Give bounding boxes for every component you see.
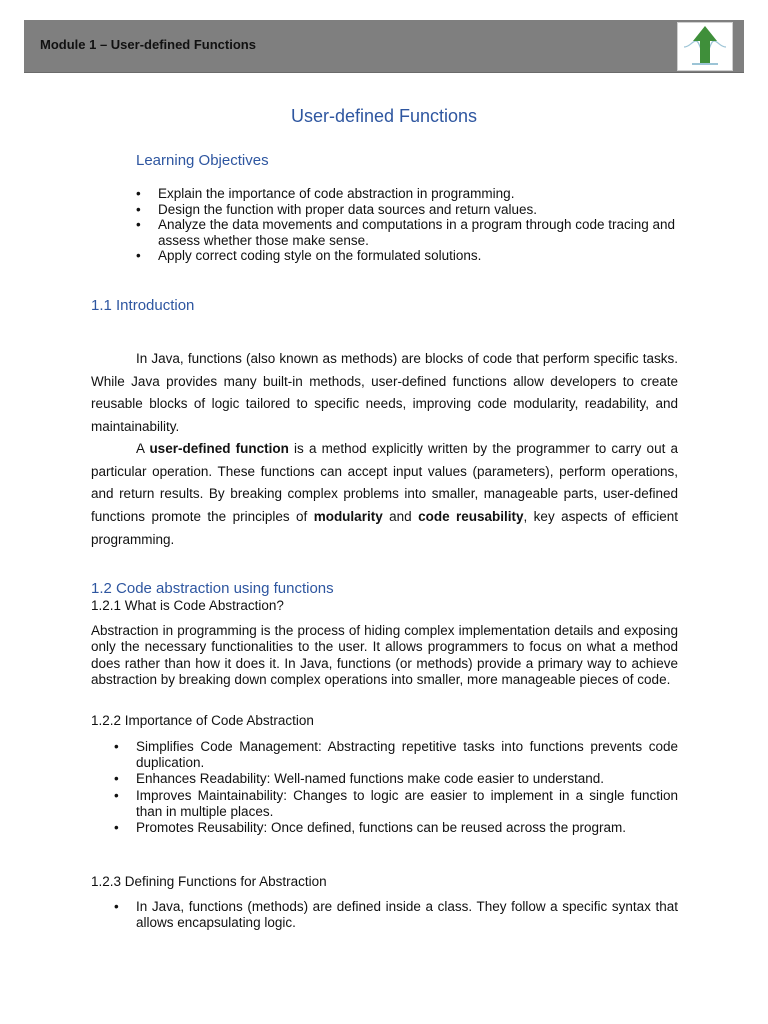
bold-term: code reusability	[418, 509, 524, 525]
importance-list	[136, 739, 678, 836]
intro-heading: 1.1 Introduction	[91, 297, 195, 314]
green-up-arrow-logo-icon	[678, 23, 732, 70]
list-item: • In Java, functions (methods) are defined inside a class. They follow a specific syntax that allows encapsulating logic.	[136, 899, 678, 931]
learning-objectives-list	[158, 186, 678, 264]
text: is a method explicitly written by the programmer to carry out a particular operation. These functions can accept input values (parameters), perform operations, and return results. By breaking complex problems into smaller, manageable parts, user-defined functions promote the principles of	[91, 441, 679, 525]
logo	[677, 22, 733, 71]
intro-paragraph-1	[91, 348, 678, 439]
learning-objectives-heading: Learning Objectives	[136, 152, 269, 169]
defining-list	[136, 899, 678, 931]
list-item: • Design the function with proper data sources and return values.	[158, 202, 678, 218]
text: , key aspects of efficient programming.	[91, 509, 678, 547]
abstraction-paragraph: Abstraction in programming is the process of hiding complex implementation details and exposing only the necessary functionalities to the user. It allows programmers to focus on what a method does rather than how it does it. In Java, functions (or methods) provide a primary way to achieve abstraction by breaking down complex operations into smaller, more manageable pieces of code.	[91, 623, 678, 687]
subheading-importance: 1.2.2 Importance of Code Abstraction	[91, 713, 314, 728]
module-title: Module 1 – User-defined Functions	[40, 37, 256, 52]
text: A	[136, 441, 150, 456]
list-item: • Explain the importance of code abstraction in programming.	[158, 186, 678, 202]
list-item: • Simplifies Code Management: Abstracting repetitive tasks into functions prevents code duplication.	[136, 739, 678, 771]
list-item: • Apply correct coding style on the formulated solutions.	[158, 248, 678, 264]
intro-paragraph-2	[91, 438, 678, 552]
header-bar	[24, 20, 744, 73]
subheading-what-is-abstraction: 1.2.1 What is Code Abstraction?	[91, 598, 284, 613]
list-item: • Promotes Reusability: Once defined, functions can be reused across the program.	[136, 820, 678, 836]
page-title: User-defined Functions	[290, 106, 478, 126]
bold-term: modularity	[313, 509, 383, 525]
text: and	[382, 509, 419, 525]
list-item: • Analyze the data movements and computations in a program through code tracing and assess whether those make sense.	[158, 217, 678, 248]
list-item: • Improves Maintainability: Changes to logic are easier to implement in a single function than in multiple places.	[136, 788, 678, 820]
abstraction-heading: 1.2 Code abstraction using functions	[91, 580, 334, 597]
bold-term: user-defined function	[149, 441, 289, 456]
subheading-defining-functions: 1.2.3 Defining Functions for Abstraction	[91, 874, 327, 889]
list-item: • Enhances Readability: Well-named functions make code easier to understand.	[136, 771, 678, 787]
intro-paragraph-1-text: In Java, functions (also known as methods) are blocks of code that perform specific tasks. While Java provides many built-in methods, user-defined functions allow developers to create reusable blocks of logic tailored to specific needs, improving code modularity, readability, and maintainability.	[91, 351, 678, 435]
